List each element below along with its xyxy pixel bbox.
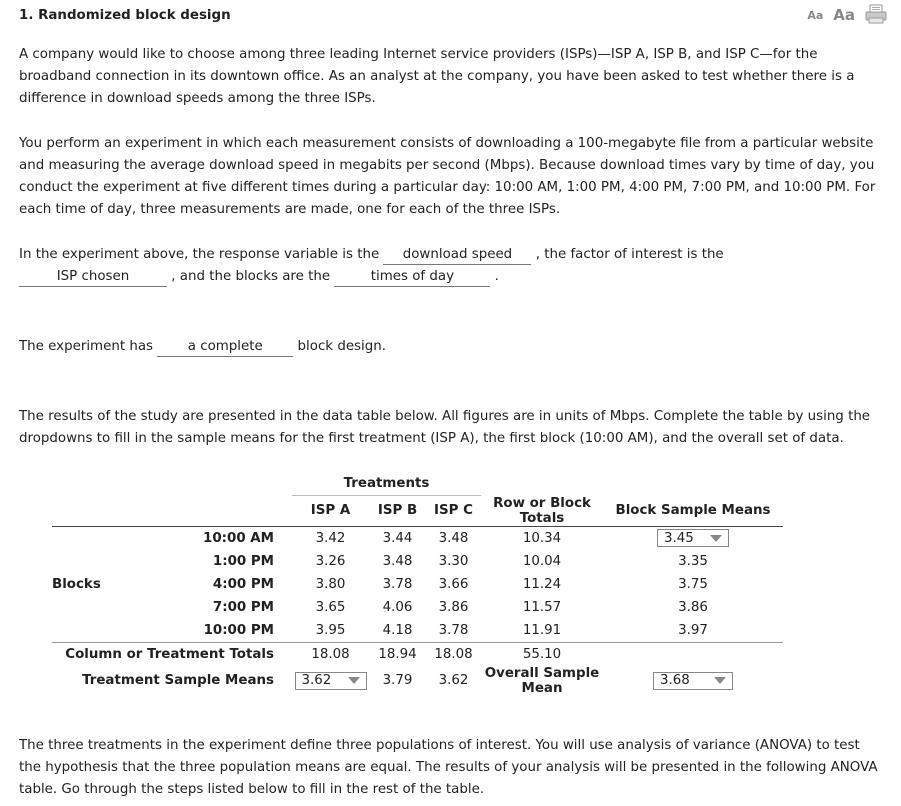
treatment-mean-dropdown[interactable] xyxy=(295,672,367,690)
intro-paragraph-1: A company would like to choose among three leading Internet service providers (ISPs)—ISP A, ISP B, and ISP C—for the broadband connection in its downtown office. As an analyst at the company, you have been asked to test whether there is a difference in download speeds among the three ISPs. xyxy=(19,47,855,106)
block-label: 1:00 PM xyxy=(212,553,274,569)
cell-value: 3.26 xyxy=(315,553,346,569)
response-variable-dropdown[interactable]: download speed xyxy=(383,246,531,265)
cell-value: 3.48 xyxy=(438,530,469,546)
cell-value: 3.78 xyxy=(438,622,469,638)
font-size-small-button[interactable]: Aa xyxy=(807,9,824,22)
cell-value: 18.94 xyxy=(378,646,417,662)
intro-paragraph-2: You perform an experiment in which each measurement consists of downloading a 100-megabyte file from a particular website and measuring the average download speed in megabits per second (Mbps). Because download times vary by time of day, you conduct the experiment at five different times during a particular day: 10:00 AM, 1:00 PM, 4:00 PM, 7:00 PM, and 10:00 PM. For each time of day, three measurements are made, one for each of the three ISPs. xyxy=(19,136,876,217)
overall-mean-label: Overall Sample Mean xyxy=(484,665,600,696)
cell-value: 3.42 xyxy=(315,530,346,546)
sentence-text: block design. xyxy=(297,339,386,354)
cell-value: 55.10 xyxy=(522,646,562,662)
header-block-means: Block Sample Means xyxy=(615,503,771,518)
chevron-down-icon xyxy=(714,677,726,684)
cell-value: 3.66 xyxy=(438,576,469,592)
header-isp-b: ISP B xyxy=(377,503,418,519)
table-row xyxy=(52,596,783,619)
sentence-text: , the factor of interest is the xyxy=(535,247,724,262)
cell-value: 3.35 xyxy=(678,553,708,569)
cell-value: 3.97 xyxy=(678,622,708,638)
dropdown-value: 3.68 xyxy=(660,673,690,688)
cell-value: 4.06 xyxy=(382,599,413,615)
cell-value: 10.04 xyxy=(522,553,562,569)
sentence-text: . xyxy=(494,269,499,284)
treatments-header: Treatments xyxy=(292,472,481,496)
closing-paragraph: The three treatments in the experiment define three populations of interest. You will use analysis of variance (ANOVA) to test the hypothesis that the three population means are equal. The results of your analysis will be presented in the following ANOVA table. Go through the steps listed below to fill in the rest of the table. xyxy=(19,738,878,797)
cell-value: 3.95 xyxy=(315,622,346,638)
font-size-large-button[interactable]: Aa xyxy=(833,6,855,24)
cell-value: 3.78 xyxy=(382,576,413,592)
cell-value: 18.08 xyxy=(311,646,350,662)
block-mean-dropdown[interactable] xyxy=(657,529,729,547)
chevron-down-icon xyxy=(348,677,360,684)
cell-value: 3.48 xyxy=(382,553,413,569)
cell-value: 3.86 xyxy=(678,599,708,615)
table-row xyxy=(52,526,783,550)
header-isp-a: ISP A xyxy=(310,503,351,519)
fill-in-sentence-1 xyxy=(19,244,881,288)
sentence-text: The experiment has xyxy=(19,339,153,354)
cell-value: 4.18 xyxy=(382,622,413,638)
blocks-dropdown[interactable]: times of day xyxy=(334,268,490,287)
sentence-text: In the experiment above, the response variable is the xyxy=(19,247,380,262)
cell-value: 11.24 xyxy=(522,576,562,592)
design-dropdown[interactable]: a complete xyxy=(157,338,293,357)
table-row xyxy=(52,619,783,643)
table-row xyxy=(52,573,783,596)
block-label: 4:00 PM xyxy=(212,576,274,592)
cell-value: 11.57 xyxy=(522,599,562,615)
cell-value: 3.30 xyxy=(438,553,469,569)
table-row xyxy=(52,550,783,573)
sentence-text: , and the blocks are the xyxy=(171,269,331,284)
cell-value: 3.65 xyxy=(315,599,346,615)
block-label: 10:00 AM xyxy=(203,530,274,546)
block-label: 10:00 PM xyxy=(203,622,274,638)
chevron-down-icon xyxy=(710,535,722,542)
toolbar xyxy=(807,4,887,24)
results-intro-paragraph: The results of the study are presented in the data table below. All figures are in units of Mbps. Complete the table by using the dropdowns to fill in the sample means for the first treatment (ISP A), the first block (10:00 AM), and the overall set of data. xyxy=(19,409,871,446)
blocks-label: Blocks xyxy=(52,576,101,592)
fill-in-sentence-2 xyxy=(19,336,881,358)
cell-value: 3.86 xyxy=(438,599,469,615)
cell-value: 3.80 xyxy=(315,576,346,592)
cell-value: 18.08 xyxy=(434,646,473,662)
column-totals-label: Column or Treatment Totals xyxy=(65,646,274,662)
cell-value: 3.62 xyxy=(438,673,469,688)
dropdown-value: 3.62 xyxy=(301,673,332,688)
cell-value: 3.75 xyxy=(678,576,708,592)
factor-dropdown[interactable]: ISP chosen xyxy=(19,268,167,287)
dropdown-value: 3.45 xyxy=(664,530,694,546)
page-title: 1. Randomized block design xyxy=(19,8,231,23)
treatment-means-row xyxy=(52,666,783,696)
treatment-means-label: Treatment Sample Means xyxy=(82,673,274,688)
cell-value: 3.44 xyxy=(382,530,413,546)
header-row-totals: Row or Block Totals xyxy=(493,495,591,526)
print-icon[interactable] xyxy=(865,4,887,24)
column-totals-row xyxy=(52,642,783,666)
cell-value: 3.79 xyxy=(382,673,413,688)
cell-value: 11.91 xyxy=(522,622,562,638)
overall-mean-dropdown[interactable] xyxy=(653,672,733,690)
header-isp-c: ISP C xyxy=(434,503,473,519)
data-table xyxy=(52,472,783,696)
block-label: 7:00 PM xyxy=(212,599,274,615)
cell-value: 10.34 xyxy=(522,530,562,546)
